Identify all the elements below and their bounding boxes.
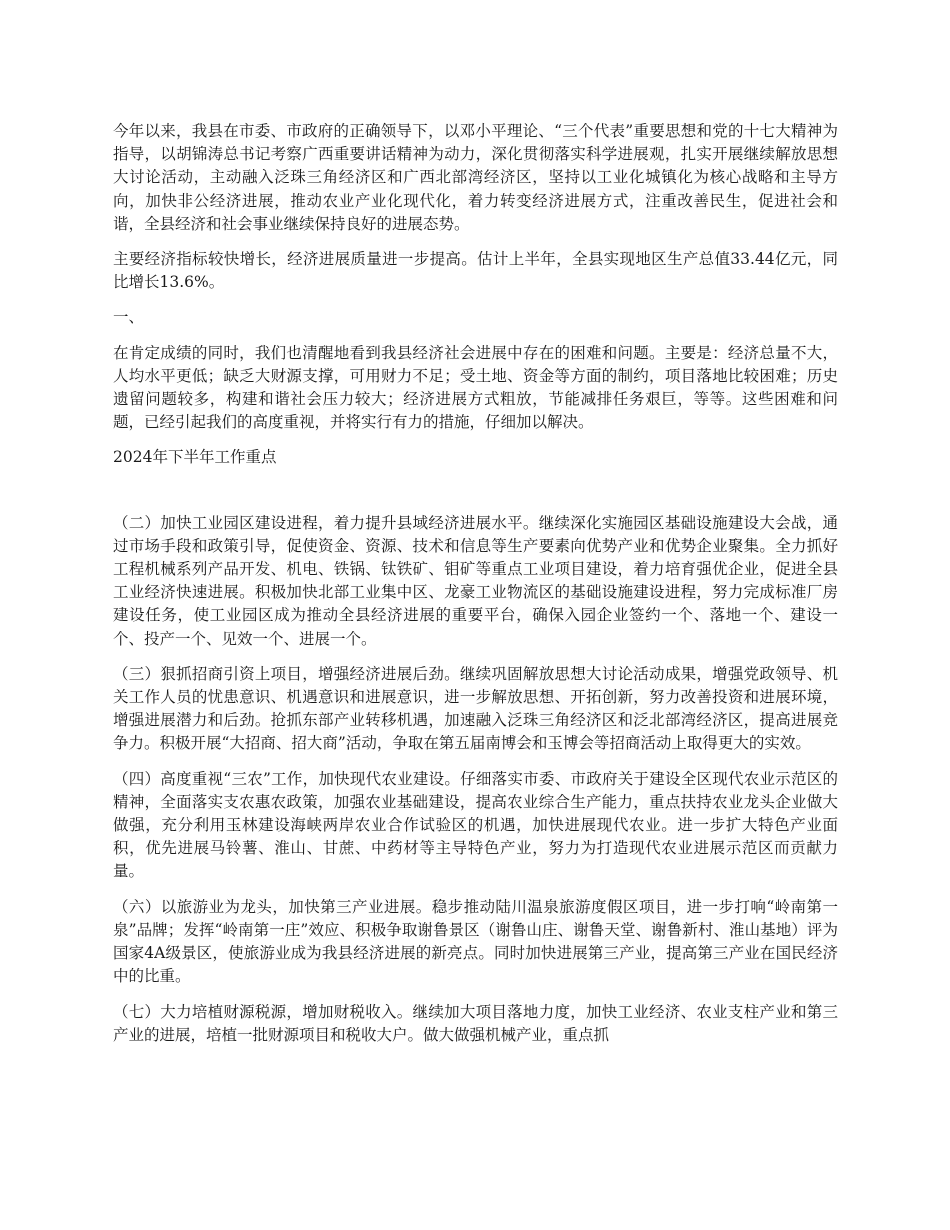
intro-paragraph: 今年以来，我县在市委、市政府的正确领导下，以邓小平理论、“三个代表”重要思想和党的十七大精神为指导，以胡锦涛总书记考察广西重要讲话精神为动力，深化贯彻落实科学进展观，扎实开展继续解放思想大讨论活动，主动融入泛珠三角经济区和广西北部湾经济区，坚持以工业化城镇化为核心战略和主导方向，加快非公经济进展，推动农业产业化现代化，着力转变经济进展方式，注重改善民生，促进社会和谐，全县经济和社会事业继续保持良好的进展态势。	[113, 122, 838, 233]
blank-space	[113, 482, 838, 512]
section-number: 一、	[113, 308, 145, 327]
problems-paragraph: 在肯定成绩的同时，我们也清醒地看到我县经济社会进展中存在的困难和问题。主要是：经济总量不大，人均水平更低；缺乏大财源支撑，可用财力不足；受土地、资金等方面的制约，项目落地比较困难；历史遗留问题较多，构建和谐社会压力较大；经济进展方式粗放，节能减排任务艰巨，等等。这些困难和问题，已经引起我们的高度重视，并将实行有力的措施，仔细加以解决。	[113, 343, 838, 432]
section-heading: 2024年下半年工作重点	[113, 448, 277, 467]
indicators-paragraph: 主要经济指标较快增长，经济进展质量进一步提高。估计上半年，全县实现地区生产总值33.44亿元，同比增长13.6%。	[113, 250, 838, 292]
document-body	[113, 120, 838, 1059]
tourism-paragraph: （六）以旅游业为龙头，加快第三产业进展。稳步推动陆川温泉旅游度假区项目，进一步打响“岭南第一泉”品牌；发挥“岭南第一庄”效应、积极争取谢鲁景区（谢鲁山庄、谢鲁天堂、谢鲁新村、淮山基地）评为国家4A级景区，使旅游业成为我县经济进展的新亮点。同时加快进展第三产业，提高第三产业在国民经济中的比重。	[113, 897, 838, 986]
revenue-paragraph: （七）大力培植财源税源，增加财税收入。继续加大项目落地力度，加快工业经济、农业支柱产业和第三产业的进展，培植一批财源项目和税收大户。做大做强机械产业，重点抓	[113, 1002, 838, 1044]
investment-paragraph: （三）狠抓招商引资上项目，增强经济进展后劲。继续巩固解放思想大讨论活动成果，增强党政领导、机关工作人员的忧患意识、机遇意识和进展意识，进一步解放思想、开拓创新，努力改善投资和进展环境，增强进展潜力和后劲。抢抓东部产业转移机遇，加速融入泛珠三角经济区和泛北部湾经济区，提高进展竞争力。积极开展“大招商、招大商”活动，争取在第五届南博会和玉博会等招商活动上取得更大的实效。	[113, 664, 838, 753]
industrial-park-paragraph: （二）加快工业园区建设进程，着力提升县域经济进展水平。继续深化实施园区基础设施建设大会战，通过市场手段和政策引导，促使资金、资源、技术和信息等生产要素向优势产业和优势企业聚集。全力抓好工程机械系列产品开发、机电、铁锅、钛铁矿、钼矿等重点工业项目建设，着力培育强优企业，促进全县工业经济快速进展。积极加快北部工业集中区、龙豪工业物流区的基础设施建设进程，努力完成标准厂房建设任务，使工业园区成为推动全县经济进展的重要平台，确保入园企业签约一个、落地一个、建设一个、投产一个、见效一个、进展一个。	[113, 513, 838, 648]
agriculture-paragraph: （四）高度重视“三农”工作，加快现代农业建设。仔细落实市委、市政府关于建设全区现代农业示范区的精神，全面落实支农惠农政策，加强农业基础建设，提高农业综合生产能力，重点扶持农业龙头企业做大做强，充分利用玉林建设海峡两岸农业合作试验区的机遇，加快进展现代农业。进一步扩大特色产业面积，优先进展马铃薯、淮山、甘蔗、中药材等主导特色产业，努力为打造现代农业进展示范区而贡献力量。	[113, 769, 838, 881]
